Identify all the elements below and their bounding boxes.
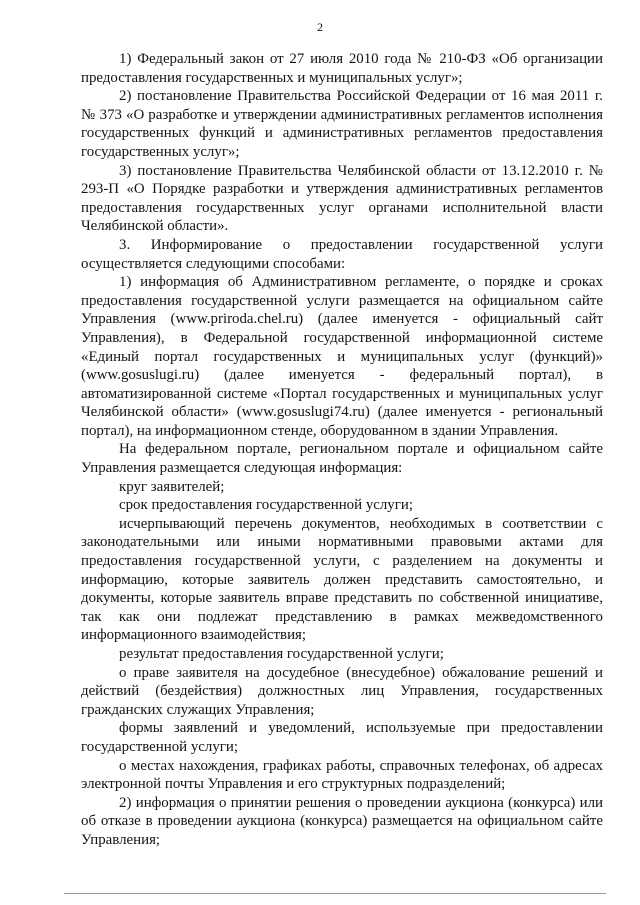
list-item-forms: формы заявлений и уведомлений, используемые при предоставлении государственной услуги; — [81, 720, 603, 755]
list-item-appeal-rights: о праве заявителя на досудебное (внесудебное) обжалование решений и действий (бездействия) должностных лиц Управления, государственных гражданских служащих Управления; — [81, 664, 603, 718]
list-item-contacts: о местах нахождения, графиках работы, справочных телефонах, об адресах электронной почты Управления и его структурных подразделений; — [81, 757, 603, 793]
footer-divider — [64, 893, 606, 894]
document-body — [81, 50, 603, 850]
paragraph-portal-info-intro: На федеральном портале, региональном портале и официальном сайте Управления размещается следующая информация: — [81, 441, 603, 477]
list-item-documents: исчерпывающий перечень документов, необходимых в соответствии с законодательными или иными нормативными правовыми актами для предоставления государственной услуги, с разделением на документы и информацию, которые заявитель должен представить самостоятельно, и документы, которые заявитель вправе представить по собственной инициативе, так как они подлежат представлению в рамках межведомственного информационного взаимодействия; — [81, 515, 603, 644]
paragraph-regional-decree: 3) постановление Правительства Челябинской области от 13.12.2010 г. № 293-П «О Порядке разработки и утверждения административных регламентов предоставления государственных услуг органами исполнительной власти Челябинской области». — [81, 162, 603, 235]
paragraph-federal-law: 1) Федеральный закон от 27 июля 2010 года № 210-ФЗ «Об организации предоставления государственных и муниципальных услуг»; — [81, 51, 603, 86]
list-item-applicants: круг заявителей; — [119, 478, 225, 495]
list-item-service-term: срок предоставления государственной услуги; — [119, 497, 413, 514]
paragraph-auction-info: 2) информация о принятии решения о проведении аукциона (конкурса) или об отказе в проведении аукциона (конкурса) размещается на официальном сайте Управления; — [81, 794, 603, 848]
paragraph-government-decree: 2) постановление Правительства Российской Федерации от 16 мая 2011 г. № 373 «О разработке и утверждении административных регламентов исполнения государственных функций и административных регламентов предоставления государственных услуг»; — [81, 88, 603, 160]
paragraph-info-placement: 1) информация об Административном регламенте, о порядке и сроках предоставления государственной услуги размещается на официальном сайте Управления (www.priroda.chel.ru) (далее именуется - официальный сайт Управления), в Федеральной государственной информационной системе «Единый портал государственных и муниципальных услуг (функций)» (www.gosuslugi.ru) (далее именуется - федеральный портал), в автоматизированной системе «Портал государственных и муниципальных услуг Челябинской области» (www.gosuslugi74.ru) (далее именуется - региональный портал), на информационном стенде, оборудованном в здании Управления. — [81, 274, 603, 439]
paragraph-informing-methods: 3. Информирование о предоставлении государственной услуги осуществляется следующими способами: — [81, 236, 603, 272]
list-item-result: результат предоставления государственной услуги; — [119, 646, 444, 662]
page-number: 2 — [317, 20, 323, 34]
